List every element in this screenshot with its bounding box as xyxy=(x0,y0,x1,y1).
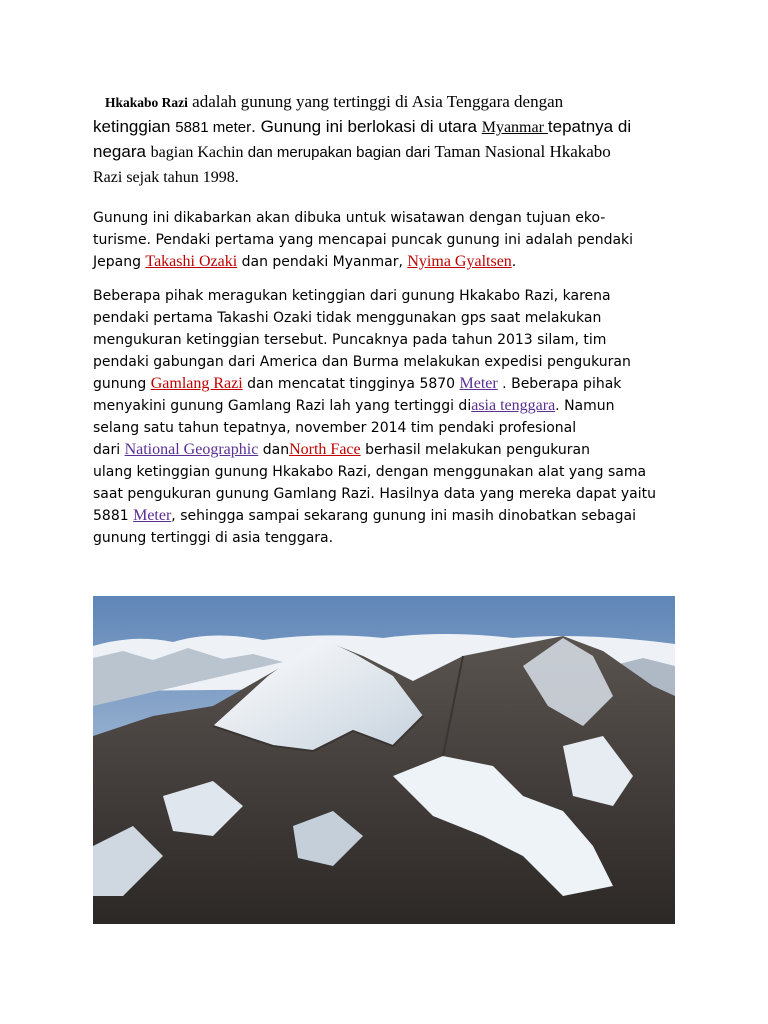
paragraph-line: menyakini gunung Gamlang Razi lah yang tertinggi diasia tenggara. Namun xyxy=(93,397,615,414)
intro-line-2: ketinggian 5881 meter. Gunung ini berlokasi di utara Myanmar tepatnya di xyxy=(93,117,632,136)
paragraph-line: mengukuran ketinggian tersebut. Puncaknya pada tahun 2013 silam, tim xyxy=(93,332,607,348)
paragraph-line: selang satu tahun tepatnya, november 2014 tim pendaki profesional xyxy=(93,420,577,436)
measurement-paragraph xyxy=(93,285,678,549)
intro-paragraph xyxy=(93,90,678,190)
link-meter[interactable]: Meter xyxy=(459,375,498,392)
link-meter[interactable]: Meter xyxy=(133,507,172,524)
link-gamlang-razi[interactable]: Gamlang Razi xyxy=(150,375,243,392)
link-nyima-gyaltsen[interactable]: Nyima Gyaltsen xyxy=(407,253,512,270)
intro-line-1: Hkakabo Razi adalah gunung yang tertinggi di Asia Tenggara dengan xyxy=(105,92,564,111)
paragraph-line: dari National Geographic danNorth Face berhasil melakukan pengukuran xyxy=(93,441,590,458)
paragraph-line: gunung Gamlang Razi dan mencatat tingginya 5870 Meter . Beberapa pihak xyxy=(93,375,622,392)
paragraph-line: turisme. Pendaki pertama yang mencapai puncak gunung ini adalah pendaki xyxy=(93,232,634,248)
link-national-geographic[interactable]: National Geographic xyxy=(124,441,259,458)
paragraph-line: saat pengukuran gunung Gamlang Razi. Hasilnya data yang mereka dapat yaitu xyxy=(93,486,656,502)
link-asia-tenggara[interactable]: asia tenggara xyxy=(471,397,556,414)
paragraph-line: Gunung ini dikabarkan akan dibuka untuk wisatawan dengan tujuan eko- xyxy=(93,210,606,226)
paragraph-line: gunung tertinggi di asia tenggara. xyxy=(93,530,334,546)
paragraph-line: ulang ketinggian gunung Hkakabo Razi, dengan menggunakan alat yang sama xyxy=(93,464,647,480)
paragraph-line: pendaki gabungan dari America dan Burma melakukan expedisi pengukuran xyxy=(93,354,631,370)
intro-line-4: Razi sejak tahun 1998. xyxy=(93,169,239,186)
paragraph-line: Beberapa pihak meragukan ketinggian dari gunung Hkakabo Razi, karena xyxy=(93,288,611,304)
paragraph-line: Jepang Takashi Ozaki dan pendaki Myanmar, Nyima Gyaltsen. xyxy=(93,253,517,270)
link-north-face[interactable]: North Face xyxy=(289,441,361,458)
paragraph-line: pendaki pertama Takashi Ozaki tidak menggunakan gps saat melakukan xyxy=(93,310,602,326)
paragraph-line: 5881 Meter, sehingga sampai sekarang gunung ini masih dinobatkan sebagai xyxy=(93,507,636,524)
link-takashi-ozaki[interactable]: Takashi Ozaki xyxy=(145,253,238,270)
climbers-paragraph xyxy=(93,207,678,273)
intro-line-3: negara bagian Kachin dan merupakan bagian dari Taman Nasional Hkakabo xyxy=(93,142,611,161)
mountain-photo xyxy=(93,596,675,924)
mountain-name: Hkakabo Razi xyxy=(105,95,188,110)
